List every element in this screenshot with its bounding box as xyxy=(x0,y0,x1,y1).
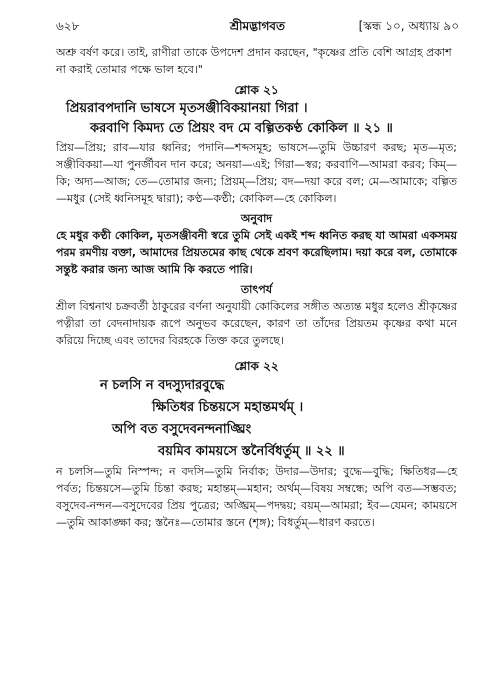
verse-22-line-3: অপি বত বসুদেবনন্দনাঙ্ঘ্রিং xyxy=(112,422,252,437)
verse-21-translation: হে মধুর কণ্ঠী কোকিল, মৃতসঞ্জীবনী স্বরে তুমি সেই একই শব্দ ধ্বনিত করছ যা আমরা একসময় পরম রমণীয় বক্তা, আমাদের প্রিয়তমের কাছ থেকে শ্রবণ করেছিলাম। দয়া করে বল, তোমাকে সন্তুষ্ট করার জন্য আজ আমি কি করতে পারি। xyxy=(56,229,457,276)
verse-22-heading: শ্লোক ২২ xyxy=(234,359,279,373)
book-title: শ্রীমদ্ভাগবত xyxy=(229,19,285,33)
purport-label: তাৎপর্য xyxy=(240,283,273,296)
verse-22-line-4: বয়মিব কাময়সে স্তনৈর্বিধর্তুম্ ॥ ২২ ॥ xyxy=(158,444,345,459)
verse-22-line-2: ক্ষিতিধর চিন্তয়সে মহান্তমর্থম্ । xyxy=(152,400,304,415)
verse-21-heading: শ্লোক ২১ xyxy=(234,83,279,97)
verse-22-synonyms: ন চলসি—তুমি নিস্পন্দ; ন বদসি—তুমি নির্বাক; উদার—উদার; বুদ্ধে—বুদ্ধি; ক্ষিতিধর—হে পর্বত; চিন্তয়সে—তুমি চিন্তা করছ; মহান্তম্—মহান; অর্থম্—বিষয় সম্বন্ধে; অপি বত—সম্ভবত; বসুদেব-নন্দন—বসুদেবের প্রিয় পুত্রের; অঙ্ঘ্রিম্—পদদ্বয়; বয়ম্—আমরা; ইব—যেমন; কাময়সে—তুমি আকাঙ্ক্ষা কর; স্তনৈঃ—তোমার স্তনে (শৃঙ্গ); বিধর্তুম্—ধারণ করতে। xyxy=(56,465,457,529)
verse-21-synonyms: প্রিয়—প্রিয়; রাব—যার ধ্বনির; পদানি—শব্দসমূহ; ভাষসে—তুমি উচ্চারণ করছ; মৃত—মৃত; সঞ্জীবিকয়া—যা পুনর্জীবন দান করে; অনয়া—এই; গিরা—স্বর; করবাণি—আমরা করব; কিম্—কি; অদ্য—আজ; তে—তোমার জন্য; প্রিয়ম্—প্রিয়; বদ—দয়া করে বল; মে—আমাকে; বল্গিত—মধুর (সেই ধ্বনিসমূহ দ্বারা); কণ্ঠ—কণ্ঠী; কোকিল—হে কোকিল। xyxy=(56,141,457,205)
verse-21-purport: শ্রীল বিশ্বনাথ চক্রবর্তী ঠাকুরের বর্ণনা অনুযায়ী কোকিলের সঙ্গীত অত্যন্ত মধুর হলেও শ্রীকৃষ্ণের পত্নীরা তা বেদনাদায়ক রূপে অনুভব করেছেন, কারণ তা তাঁদের প্রিয়তম কৃষ্ণের কথা মনে করিয়ে দিচ্ছে এবং তাদের বিরহকে তিক্ত করে তুলছে। xyxy=(56,300,457,347)
verse-21-line-2: করবাণি কিমদ্য তে প্রিয়ং বদ মে বল্গিতকণ্ঠ কোকিল ॥ ২১ ॥ xyxy=(90,121,393,136)
verse-22-line-1: ন চলসি ন বদস্যুদারবুদ্ধে xyxy=(100,378,225,393)
verse-21-line-1: প্রিয়রাবপদানি ভাষসে মৃতসঞ্জীবিকয়ানয়া গিরা । xyxy=(66,101,308,116)
page-header xyxy=(56,18,459,36)
intro-paragraph: অশ্রু বর্ষণ করে। তাই, রাণীরা তাকে উপদেশ প্রদান করছেন, "কৃষ্ণের প্রতি বেশি আগ্রহ প্রকাশ না করাই তোমার পক্ষে ভাল হবে।" xyxy=(56,46,452,76)
page-body xyxy=(56,44,457,531)
translation-label: অনুবাদ xyxy=(240,212,273,225)
page-number: ৬২৮ xyxy=(56,19,80,33)
chapter-reference: [স্কন্ধ ১০, অধ্যায় ৯০ xyxy=(358,19,459,33)
